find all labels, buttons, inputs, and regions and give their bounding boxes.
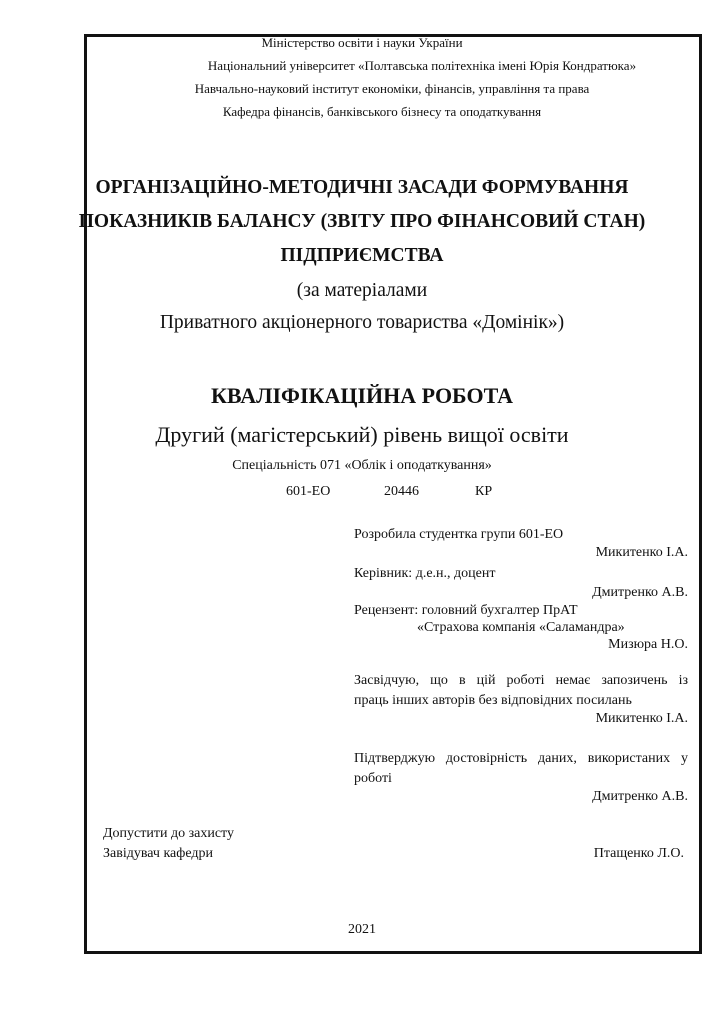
- reviewer-name: Мизюра Н.О.: [608, 637, 688, 652]
- author-label: Розробила студентка групи 601-ЕО: [354, 527, 564, 542]
- ministry-line: Міністерство освіти і науки України: [261, 35, 463, 50]
- education-degree: Другий (магістерський) рівень вищої освіти: [155, 422, 569, 447]
- supervisor-label: Керівник: д.е.н., доцент: [354, 566, 496, 581]
- work-number: 20446: [384, 484, 419, 499]
- thesis-title-line-2: ПОКАЗНИКІВ БАЛАНСУ (ЗВІТУ ПРО ФІНАНСОВИЙ СТАН): [78, 211, 646, 232]
- reviewer-label: Рецензент: головний бухгалтер ПрАТ: [354, 603, 578, 618]
- work-type: КВАЛІФІКАЦІЙНА РОБОТА: [210, 383, 514, 408]
- year: 2021: [348, 922, 376, 937]
- department-head-name: Птащенко Л.О.: [593, 846, 684, 861]
- department-head-label: Завідувач кафедри: [103, 846, 213, 861]
- data-confirmation-line-2: роботі: [354, 771, 392, 786]
- data-confirmation-line-1: Підтверджую достовірність даних, використаних у: [354, 751, 688, 766]
- originality-signer: Микитенко І.А.: [595, 711, 688, 726]
- institute-line: Навчально-науковий інститут економіки, фінансів, управління та права: [194, 81, 590, 96]
- originality-statement-line-2: праць інших авторів без відповідних посилань: [354, 693, 632, 708]
- admission-label: Допустити до захисту: [103, 826, 234, 841]
- department-line: Кафедра фінансів, банківського бізнесу та оподаткування: [222, 104, 542, 119]
- data-confirmation-signer: Дмитренко А.В.: [592, 789, 688, 804]
- group-code: 601-ЕО: [286, 484, 331, 499]
- thesis-title-line-3: ПІДПРИЄМСТВА: [280, 245, 444, 266]
- work-code: КР: [475, 484, 493, 499]
- thesis-subtitle-line-1: (за матеріалами: [296, 280, 428, 301]
- originality-statement-line-1: Засвідчую, що в цій роботі немає запозичень із: [354, 673, 688, 688]
- thesis-subtitle-line-2: Приватного акціонерного товариства «Домінік»): [159, 312, 565, 333]
- thesis-title-line-1: ОРГАНІЗАЦІЙНО-МЕТОДИЧНІ ЗАСАДИ ФОРМУВАННЯ: [95, 177, 629, 198]
- supervisor-name: Дмитренко А.В.: [592, 585, 688, 600]
- author-name: Микитенко І.А.: [595, 545, 688, 560]
- specialty: Спеціальність 071 «Облік і оподаткування»: [232, 458, 492, 473]
- reviewer-organization: «Страхова компанія «Саламандра»: [417, 620, 625, 635]
- university-line: Національний університет «Полтавська політехніка імені Юрія Кондратюка»: [207, 58, 637, 73]
